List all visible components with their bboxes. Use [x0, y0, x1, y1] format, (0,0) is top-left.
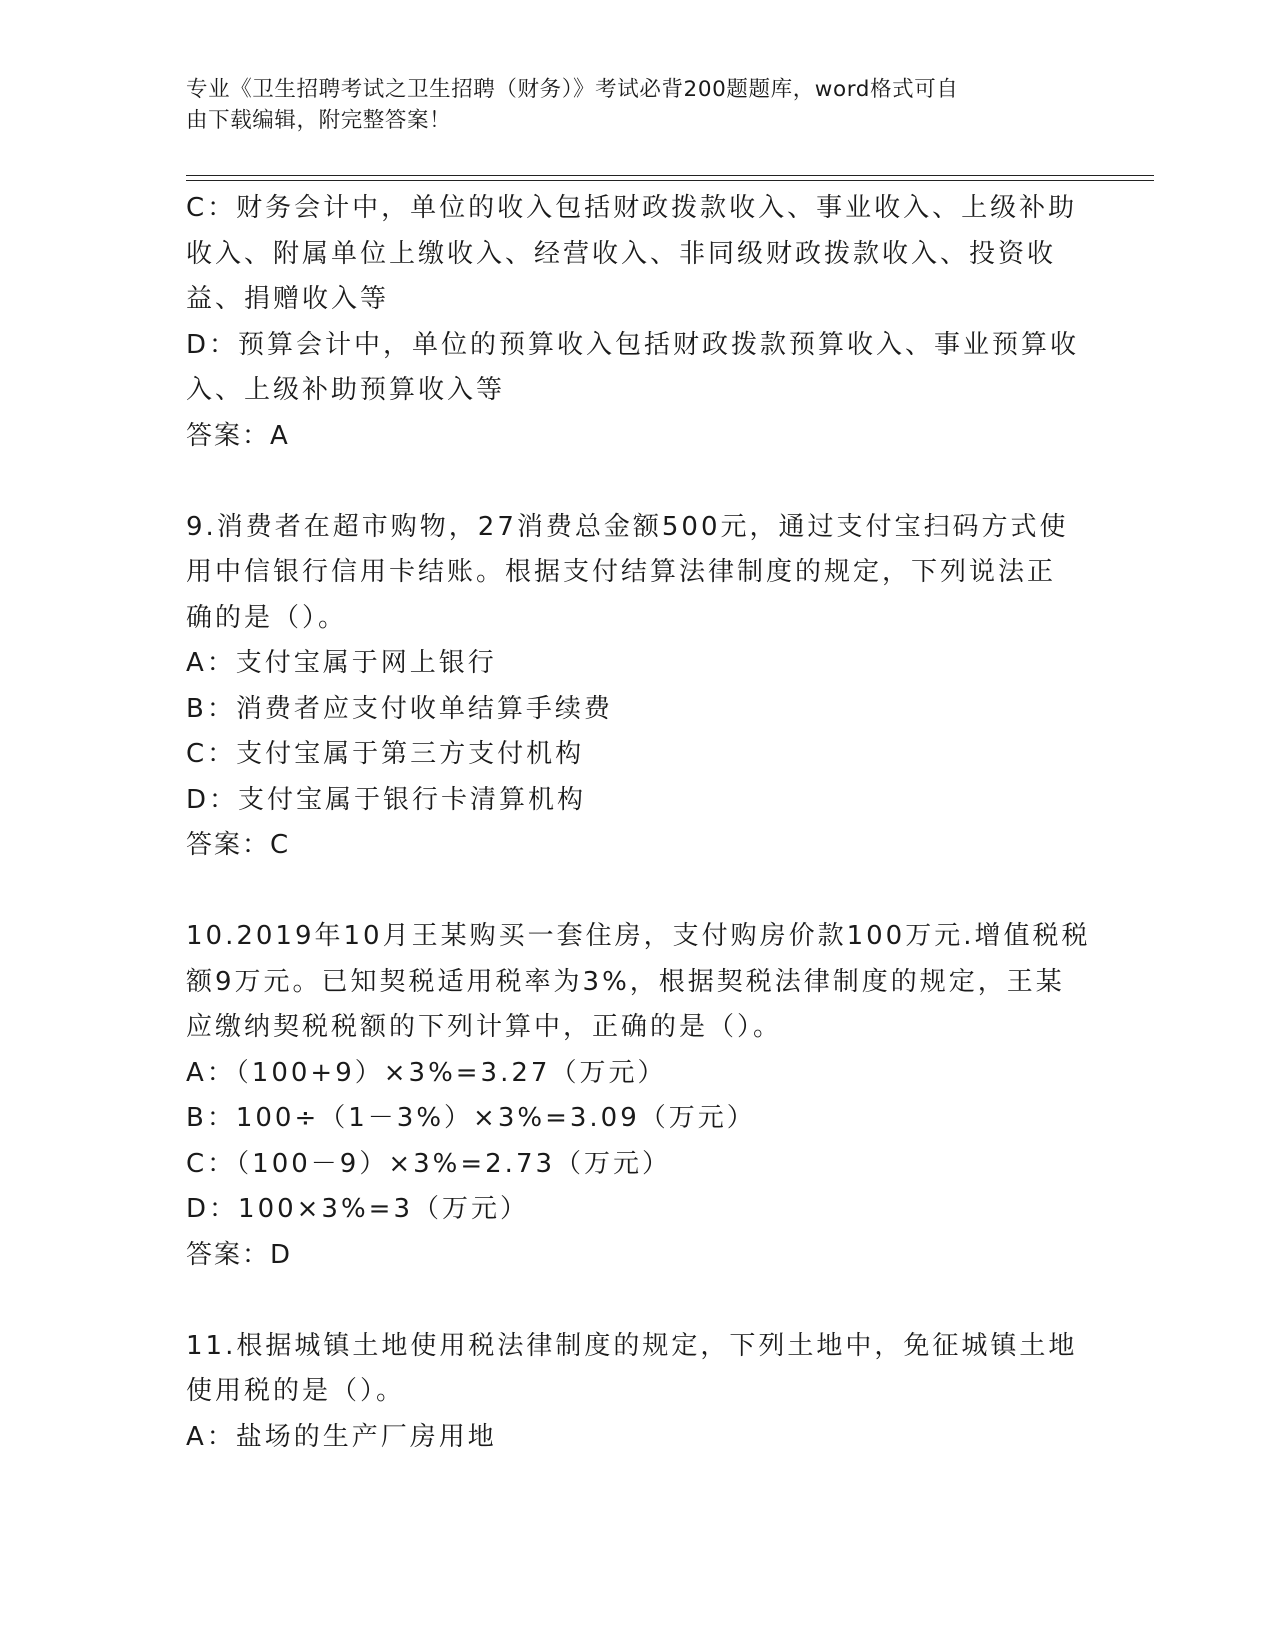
option-d: D：100×3%=3（万元） — [186, 1194, 530, 1224]
header-divider-top — [186, 175, 1154, 176]
option-line: 入、上级补助预算收入等 — [186, 375, 506, 405]
option-d: D：支付宝属于银行卡清算机构 — [186, 784, 587, 815]
option-b: B：消费者应支付收单结算手续费 — [186, 693, 613, 724]
document-header — [186, 74, 1066, 136]
question-11 — [186, 1324, 1076, 1461]
option-c: C：支付宝属于第三方支付机构 — [186, 739, 585, 769]
question-stem — [186, 505, 1076, 642]
stem-line: 用中信银行信用卡结账。根据支付结算法律制度的规定，下列说法正 — [186, 557, 1057, 587]
option-b: B：100÷（1－3%）×3%=3.09（万元） — [186, 1103, 756, 1133]
stem-line: 使用税的是（）。 — [186, 1376, 406, 1406]
question-9 — [186, 505, 1076, 869]
question-8-tail — [186, 186, 1080, 459]
question-10 — [186, 914, 1091, 1278]
answer-line: 答案：A — [186, 420, 290, 451]
option-a: A：支付宝属于网上银行 — [186, 648, 497, 678]
answer-line: 答案：C — [186, 830, 291, 860]
stem-line: 额9万元。已知契税适用税率为3%，根据契税法律制度的规定，王某 — [186, 966, 1065, 997]
header-divider-bottom — [186, 180, 1154, 181]
header-line-1: 专业《卫生招聘考试之卫生招聘（财务）》考试必背200题题库，word格式可自 — [186, 77, 959, 102]
option-c — [186, 186, 1076, 323]
question-spacer — [186, 459, 1076, 505]
stem-line: 11.根据城镇土地使用税法律制度的规定，下列土地中，免征城镇土地 — [186, 1330, 1078, 1361]
option-a: A：（100+9）×3%=3.27（万元） — [186, 1057, 667, 1088]
option-c: C：（100－9）×3%=2.73（万元） — [186, 1148, 672, 1179]
stem-line: 应缴纳契税税额的下列计算中，正确的是（）。 — [186, 1012, 783, 1042]
question-stem — [186, 914, 1091, 1051]
option-line: 收入、附属单位上缴收入、经营收入、非同级财政拨款收入、投资收 — [186, 238, 1057, 269]
option-d — [186, 323, 1080, 414]
header-line-2: 由下载编辑，附完整答案！ — [186, 108, 452, 133]
question-stem — [186, 1324, 1076, 1415]
question-spacer — [186, 869, 1076, 915]
stem-line: 9.消费者在超市购物，27消费总金额500元，通过支付宝扫码方式使 — [186, 511, 1069, 542]
option-line: D：预算会计中，单位的预算收入包括财政拨款预算收入、事业预算收 — [186, 329, 1080, 360]
stem-line: 确的是（）。 — [186, 602, 348, 633]
option-a: A：盐场的生产厂房用地 — [186, 1421, 497, 1452]
option-line: C：财务会计中，单位的收入包括财政拨款收入、事业收入、上级补助 — [186, 193, 1078, 223]
answer-line: 答案：D — [186, 1239, 293, 1270]
question-spacer — [186, 1278, 1076, 1324]
question-content — [186, 186, 1091, 1460]
option-line: 益、捐赠收入等 — [186, 284, 390, 314]
stem-line: 10.2019年10月王某购买一套住房，支付购房价款100万元.增值税税 — [186, 921, 1091, 951]
